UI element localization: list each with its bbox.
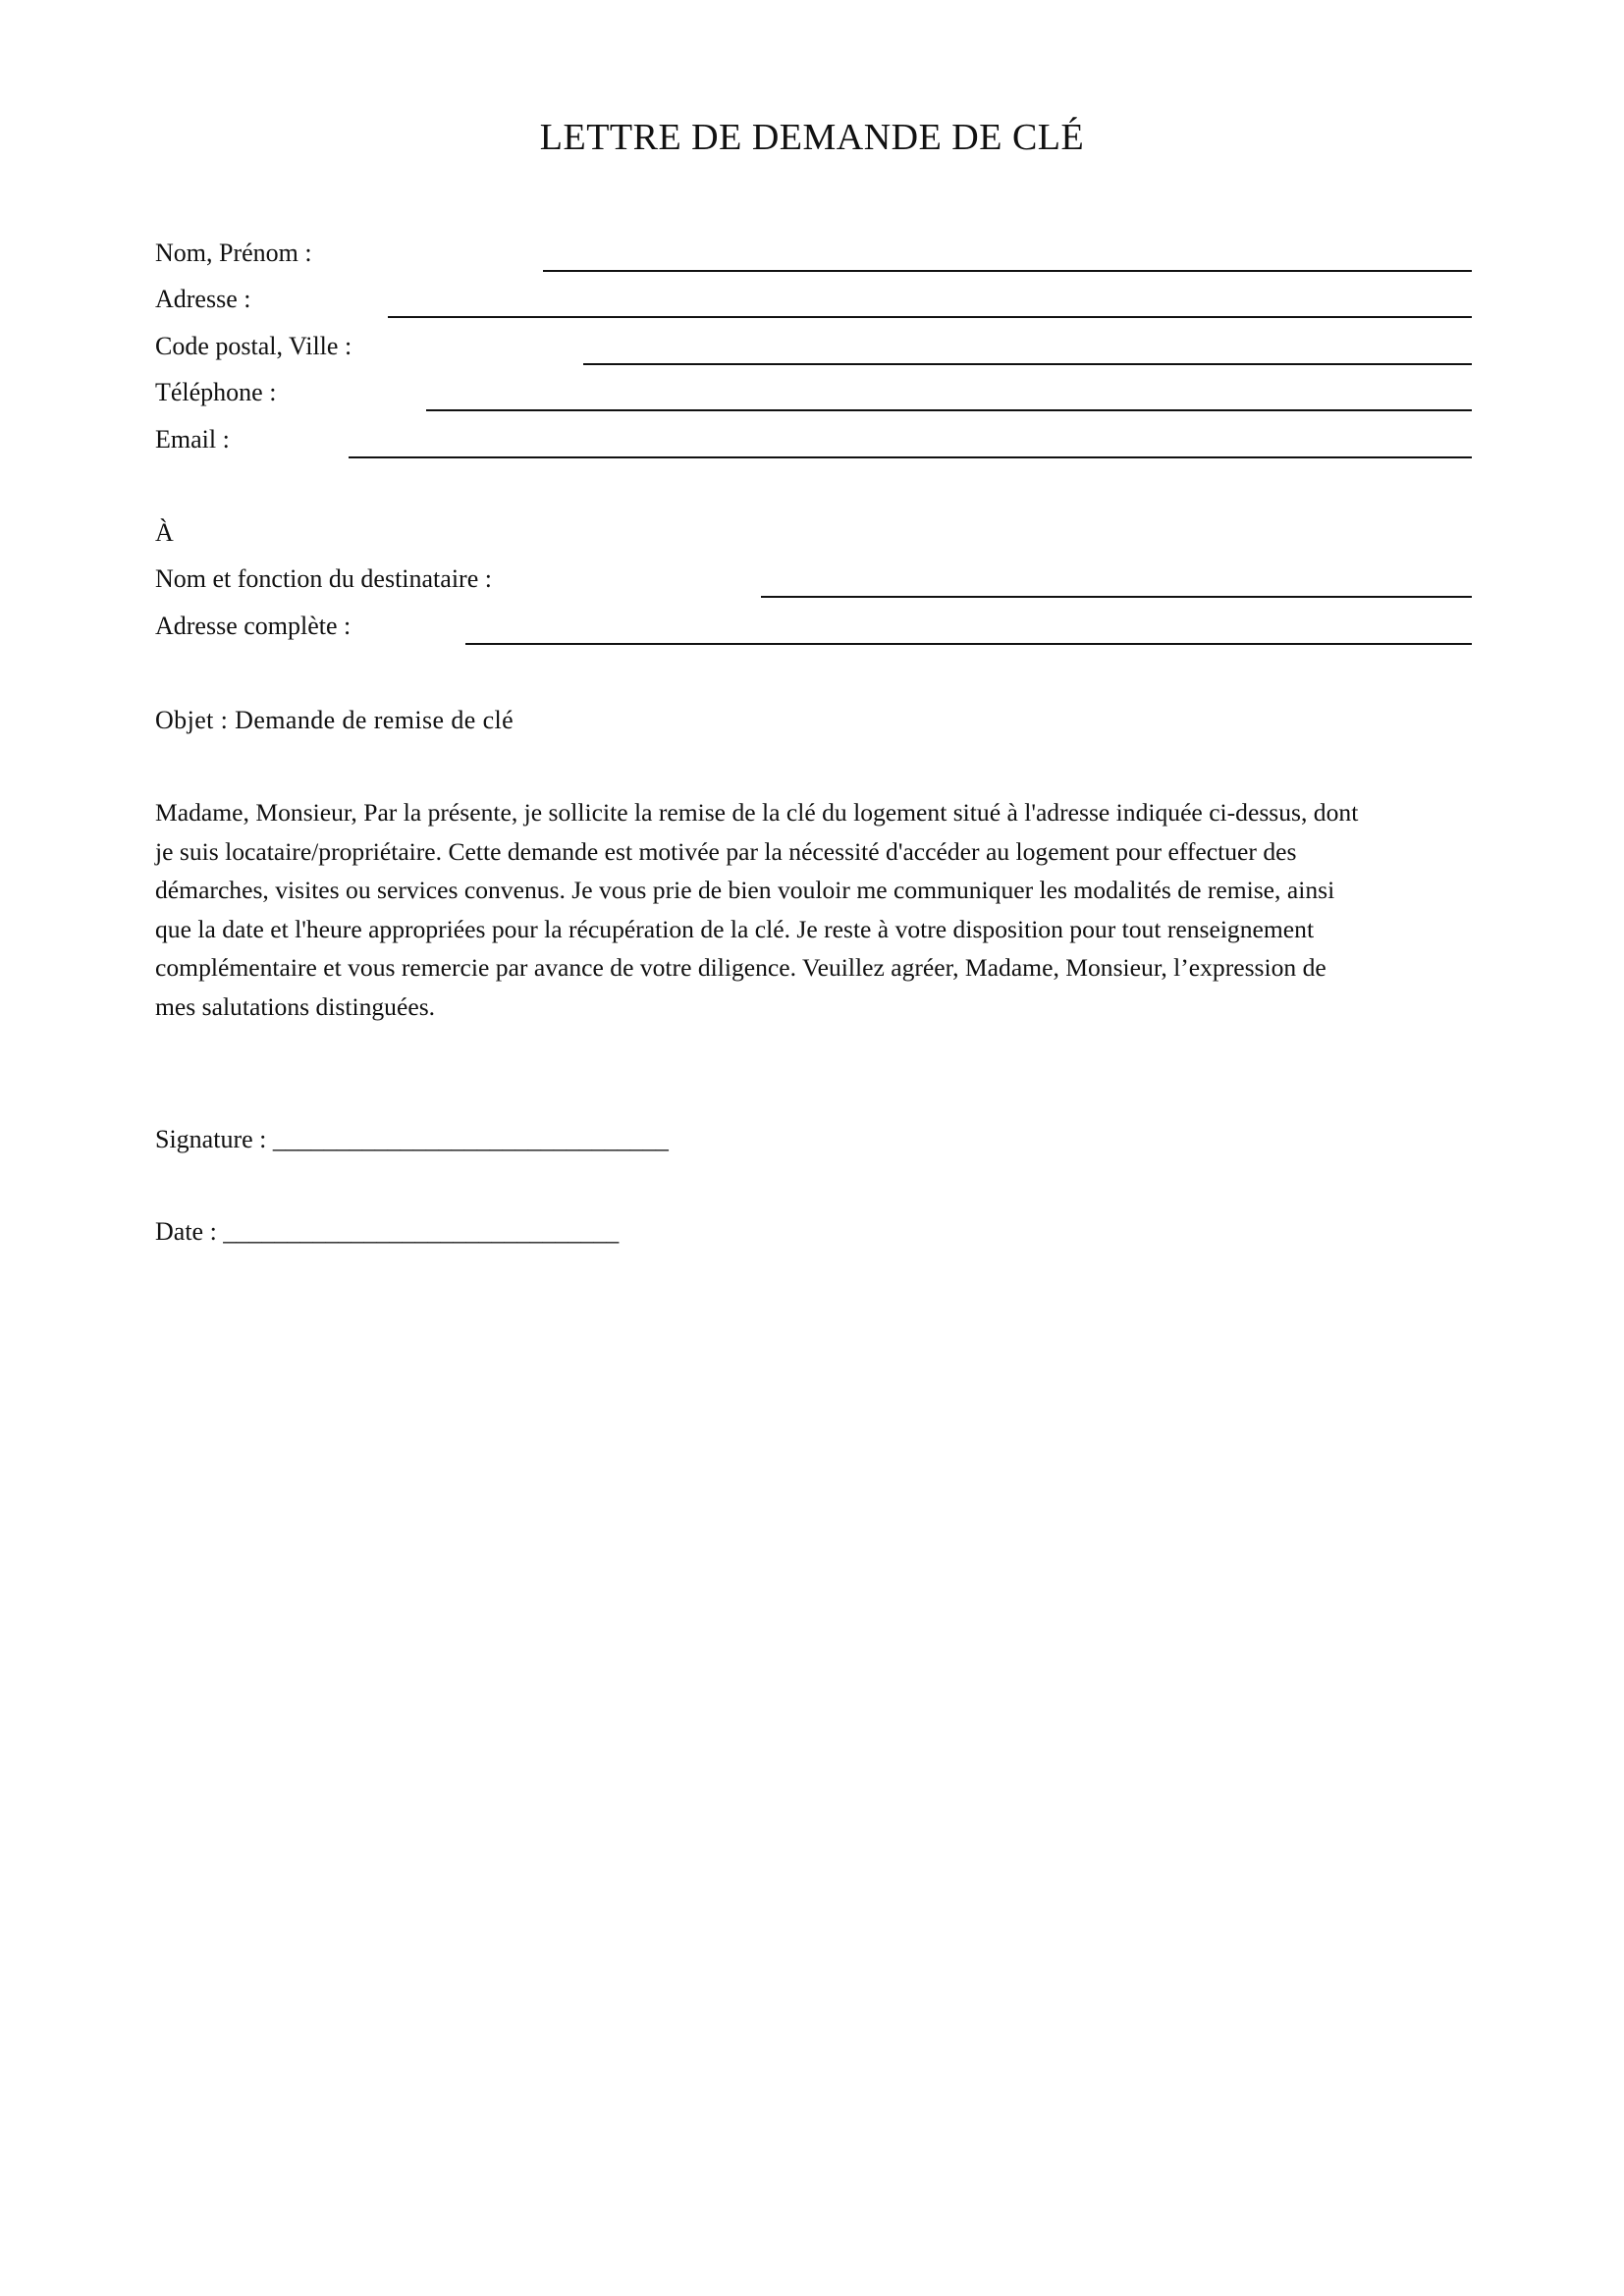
field-line-email[interactable] — [349, 456, 1472, 458]
signature-line[interactable]: Signature : _______________________________ — [155, 1125, 669, 1153]
field-label-nom-prenom: Nom, Prénom : — [155, 239, 312, 267]
field-label-adresse: Adresse : — [155, 285, 251, 313]
field-line-telephone[interactable] — [426, 409, 1472, 411]
document-title: LETTRE DE DEMANDE DE CLÉ — [539, 117, 1085, 158]
field-label-code-postal-ville: Code postal, Ville : — [155, 332, 352, 360]
body-line: mes salutations distinguées. — [155, 991, 436, 1021]
field-label-adresse-complete: Adresse complète : — [155, 612, 352, 640]
body-line: complémentaire et vous remercie par avance de votre diligence. Veuillez agréer, Madame, Monsieur, l’expression de — [155, 953, 1326, 982]
field-line-nom-prenom[interactable] — [543, 270, 1472, 272]
body-line: je suis locataire/propriétaire. Cette demande est motivée par la nécessité d'accéder au logement pour effectuer des — [155, 836, 1297, 866]
body-line: démarches, visites ou services convenus. Je vous prie de bien vouloir me communiquer les modalités de remise, ainsi — [155, 876, 1335, 904]
field-line-destinataire[interactable] — [761, 596, 1472, 598]
field-label-email: Email : — [155, 425, 230, 454]
field-line-code-postal-ville[interactable] — [583, 363, 1472, 365]
date-line[interactable]: Date : _______________________________ — [155, 1217, 620, 1246]
field-line-adresse[interactable] — [388, 316, 1472, 318]
body-line: Madame, Monsieur, Par la présente, je sollicite la remise de la clé du logement situé à l'adresse indiquée ci-dessus, dont — [155, 798, 1359, 827]
field-line-adresse-complete[interactable] — [465, 643, 1472, 645]
subject-line: Objet : Demande de remise de clé — [155, 706, 514, 734]
recipient-heading: À — [155, 518, 174, 547]
field-label-telephone: Téléphone : — [155, 378, 277, 406]
body-line: que la date et l'heure appropriées pour la récupération de la clé. Je reste à votre disposition pour tout renseignement — [155, 914, 1315, 943]
letter-body — [155, 793, 1476, 1026]
field-label-destinataire: Nom et fonction du destinataire : — [155, 564, 492, 593]
